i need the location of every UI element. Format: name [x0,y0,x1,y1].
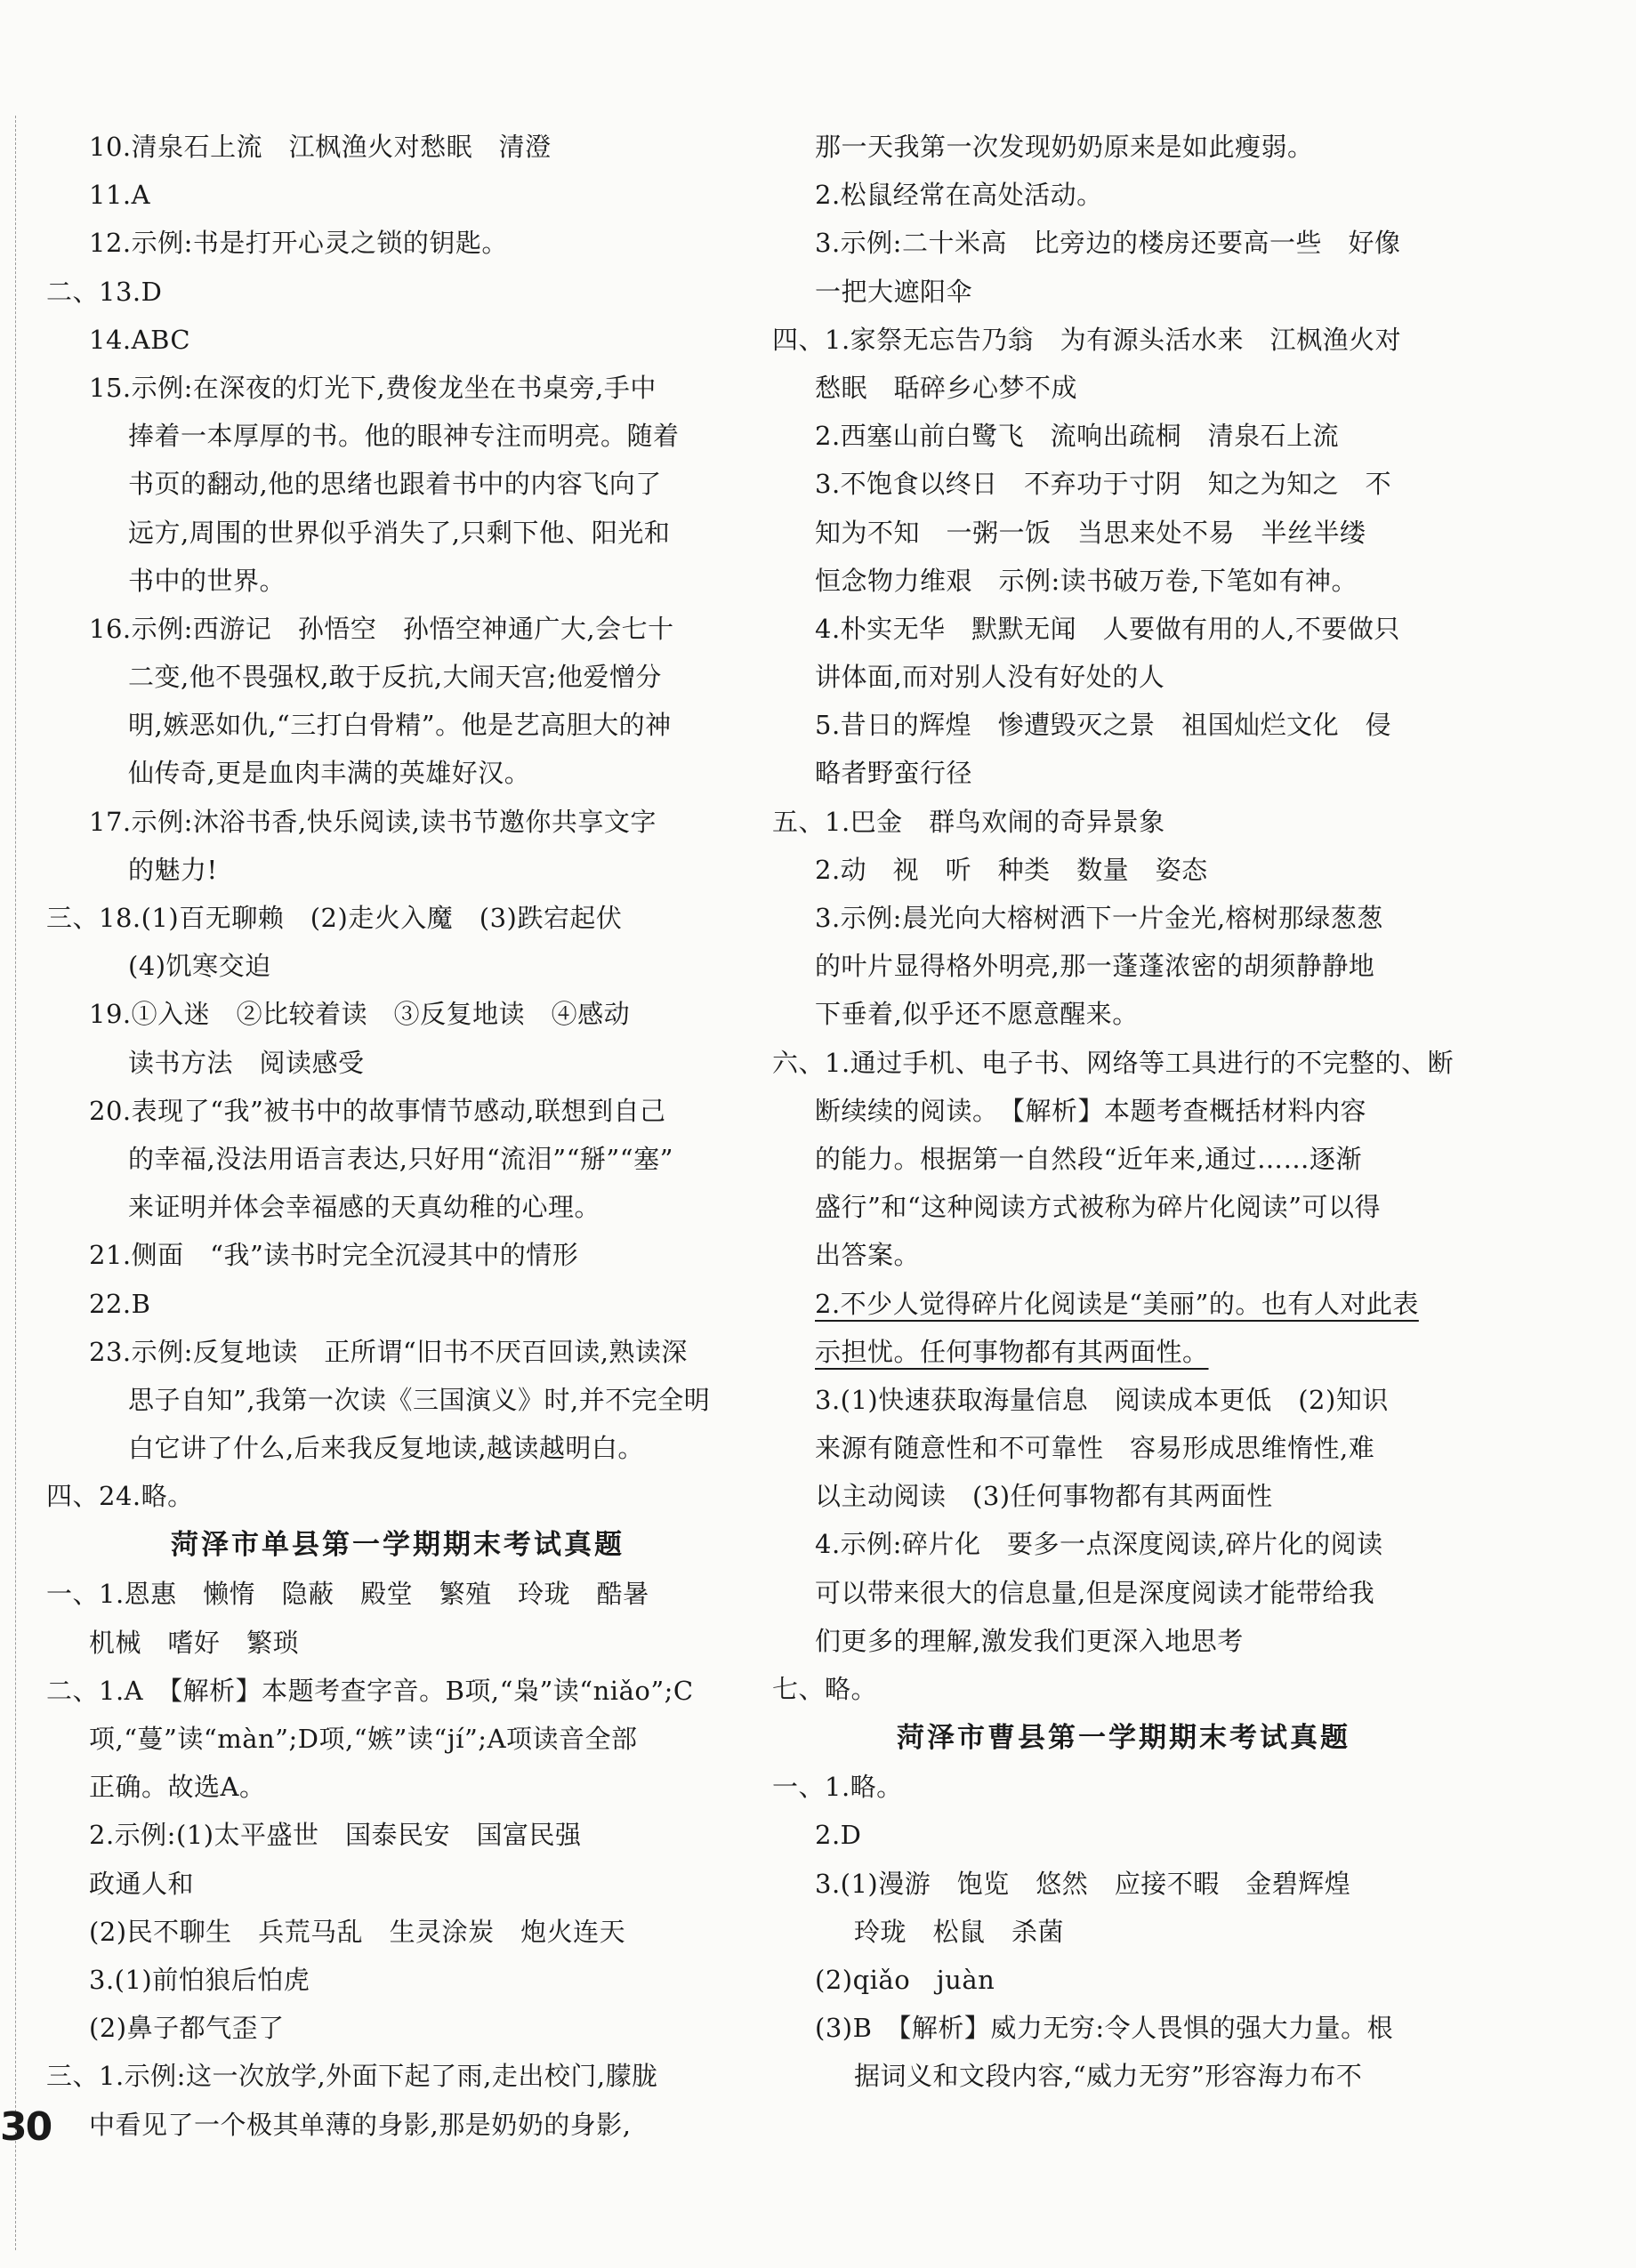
answer-line: 一把大遮阳伞 [815,276,973,307]
answer-line: 白它讲了什么,后来我反复地读,越读越明白。 [128,1433,644,1464]
answer-line: 来源有随意性和不可靠性 容易形成思维惰性,难 [815,1433,1375,1464]
answer-line: 三、1.示例:这一次放学,外面下起了雨,走出校门,朦胧 [46,2061,658,2092]
answer-line: (2)鼻子都气歪了 [89,2013,285,2044]
answer-line: 2.动 视 听 种类 数量 姿态 [815,854,1208,885]
answer-line: 四、1.家祭无忘告乃翁 为有源头活水来 江枫渔火对 [772,324,1402,355]
answer-line: 四、24.略。 [46,1481,194,1512]
left-column [46,123,749,2149]
answer-line: 项,“蔓”读“màn”;D项,“嫉”读“jí”;A项读音全部 [89,1724,638,1754]
answer-line: 讲体面,而对别人没有好处的人 [815,662,1165,693]
answer-line: 七、略。 [772,1674,878,1704]
answer-line: 三、18.(1)百无聊赖 (2)走火入魔 (3)跌宕起伏 [46,903,623,933]
answer-line: 来证明并体会幸福感的天真幼稚的心理。 [128,1192,601,1223]
right-column [772,123,1475,2101]
answer-line: 们更多的理解,激发我们更深入地思考 [815,1625,1244,1656]
answer-line: 二变,他不畏强权,敢于反抗,大闹天宫;他爱憎分 [128,662,662,693]
answer-line: 思子自知”,我第一次读《三国演义》时,并不完全明 [128,1384,711,1415]
answer-line: 2.不少人觉得碎片化阅读是“美丽”的。也有人对此表 [815,1288,1419,1319]
answer-line: (2)民不聊生 兵荒马乱 生灵涂炭 炮火连天 [89,1916,626,1947]
answer-line: 明,嫉恶如仇,“三打白骨精”。他是艺高胆大的神 [128,710,672,741]
answer-line: 仙传奇,更是血肉丰满的英雄好汉。 [128,758,531,789]
answer-line: 3.(1)前怕狼后怕虎 [89,1964,310,1995]
section-heading: 菏泽市单县第一学期期末考试真题 [171,1529,625,1562]
answer-line: 20.表现了“我”被书中的故事情节感动,联想到自己 [89,1095,666,1126]
answer-line: 的幸福,没法用语言表达,只好用“流泪”“掰”“塞” [128,1143,673,1174]
answer-line: 示担忧。任何事物都有其两面性。 [815,1336,1209,1367]
answer-line: 书中的世界。 [128,565,286,596]
answer-line: 以主动阅读 (3)任何事物都有其两面性 [815,1481,1273,1512]
answer-line: 19.①入迷 ②比较着读 ③反复地读 ④感动 [89,999,631,1030]
answer-line: 4.朴实无华 默默无闻 人要做有用的人,不要做只 [815,613,1400,644]
answer-line: 恒念物力维艰 示例:读书破万卷,下笔如有神。 [815,565,1358,596]
answer-line: 15.示例:在深夜的灯光下,费俊龙坐在书桌旁,手中 [89,372,657,403]
answer-line: 二、1.A 【解析】本题考查字音。B项,“枭”读“niǎo”;C [46,1675,694,1706]
answer-line: 5.昔日的辉煌 惨遭毁灭之景 祖国灿烂文化 侵 [815,710,1392,741]
answer-line: 盛行”和“这种阅读方式被称为碎片化阅读”可以得 [815,1192,1381,1223]
answer-line: 14.ABC [89,324,191,355]
answer-line: 2.示例:(1)太平盛世 国泰民安 国富民强 [89,1820,582,1851]
answer-line: 21.侧面 “我”读书时完全沉浸其中的情形 [89,1240,579,1271]
answer-line: 正确。故选A。 [89,1772,266,1803]
answer-line: 一、1.略。 [772,1772,903,1803]
answer-line: 4.示例:碎片化 要多一点深度阅读,碎片化的阅读 [815,1529,1383,1560]
answer-line: 玲珑 松鼠 杀菌 [854,1916,1065,1947]
answer-line: 那一天我第一次发现奶奶原来是如此瘦弱。 [815,132,1314,162]
answer-line: 可以带来很大的信息量,但是深度阅读才能带给我 [815,1577,1375,1608]
answer-line: 断续续的阅读。 【解析】本题考查概括材料内容 [815,1095,1367,1126]
answer-line: 的能力。根据第一自然段“近年来,通过……逐渐 [815,1143,1363,1174]
answer-line: 一、1.恩惠 懒惰 隐蔽 殿堂 繁殖 玲珑 酷暑 [46,1579,649,1610]
answer-line: 11.A [89,180,151,211]
answer-line: 3.(1)漫游 饱览 悠然 应接不暇 金碧辉煌 [815,1868,1351,1899]
answer-line: 3.示例:晨光向大榕树洒下一片金光,榕树那绿葱葱 [815,903,1383,933]
answer-line: 2.西塞山前白鹭飞 流响出疏桐 清泉石上流 [815,421,1340,452]
answer-line: 3.不饱食以终日 不弃功于寸阴 知之为知之 不 [815,469,1392,500]
answer-line: 17.示例:沐浴书香,快乐阅读,读书节邀你共享文字 [89,806,657,837]
answer-line: 3.(1)快速获取海量信息 阅读成本更低 (2)知识 [815,1384,1389,1415]
answer-line: 远方,周围的世界似乎消失了,只剩下他、阳光和 [128,517,671,548]
answer-line: 愁眠 聒碎乡心梦不成 [815,372,1078,403]
page-number: 30 [0,2104,52,2150]
left-margin-rule [15,116,16,2250]
answer-line: 六、1.通过手机、电子书、网络等工具进行的不完整的、断 [772,1047,1455,1078]
answer-line: 的叶片显得格外明亮,那一蓬蓬浓密的胡须静静地 [815,951,1375,982]
answer-line: (4)饥寒交迫 [128,951,271,982]
answer-line: 书页的翻动,他的思绪也跟着书中的内容飞向了 [128,469,662,500]
answer-line: 二、13.D [46,276,163,307]
answer-line: 据词义和文段内容,“威力无穷”形容海力布不 [854,2061,1363,2092]
answer-line: 中看见了一个极其单薄的身影,那是奶奶的身影, [89,2109,632,2140]
answer-line: 2.D [815,1820,862,1851]
answer-line: 的魅力! [128,854,218,885]
answer-line: 12.示例:书是打开心灵之锁的钥匙。 [89,228,508,259]
answer-line: 23.示例:反复地读 正所谓“旧书不厌百回读,熟读深 [89,1336,688,1367]
answer-line: 出答案。 [815,1240,921,1271]
answer-line: 22.B [89,1288,151,1319]
answer-line: 16.示例:西游记 孙悟空 孙悟空神通广大,会七十 [89,613,674,644]
answer-line: 2.松鼠经常在高处活动。 [815,180,1103,211]
answer-line: 3.示例:二十米高 比旁边的楼房还要高一些 好像 [815,228,1401,259]
answer-line: 捧着一本厚厚的书。他的眼神专注而明亮。随着 [128,421,680,452]
answer-line: 机械 嗜好 繁琐 [89,1627,300,1658]
section-heading: 菏泽市曹县第一学期期末考试真题 [897,1722,1350,1755]
answer-line: (3)B 【解析】威力无穷:令人畏惧的强大力量。根 [815,2013,1394,2044]
answer-line: 政通人和 [89,1868,195,1899]
answer-line: 读书方法 阅读感受 [128,1047,365,1078]
answer-line: (2)qiǎo juàn [815,1964,995,1995]
answer-line: 下垂着,似乎还不愿意醒来。 [815,999,1139,1030]
answer-line: 10.清泉石上流 江枫渔火对愁眠 清澄 [89,132,552,162]
answer-line: 略者野蛮行径 [815,758,973,789]
answer-line: 知为不知 一粥一饭 当思来处不易 半丝半缕 [815,517,1366,548]
answer-line: 五、1.巴金 群鸟欢闹的奇异景象 [772,806,1165,837]
